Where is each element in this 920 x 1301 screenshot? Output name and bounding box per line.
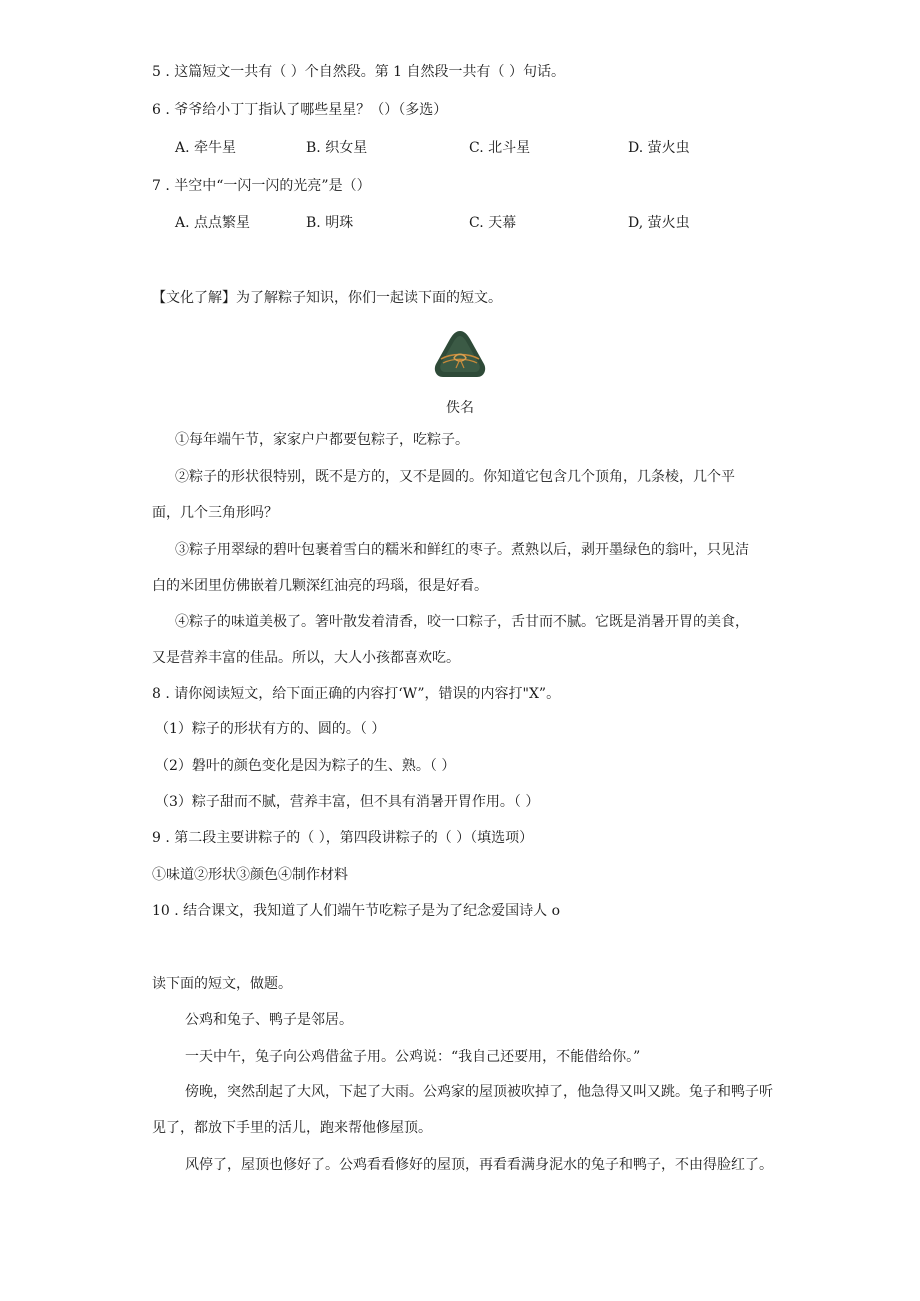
culture-paragraph-3-line-2: 白的米团里仿佛嵌着几颗深红油亮的玛瑙，很是好看。 bbox=[152, 578, 488, 594]
culture-paragraph-4-line-1: ④粽子的味道美极了。箸叶散发着清香，咬一口粽子，舌甘而不腻。它既是消暑开胃的美食， bbox=[175, 614, 749, 630]
question-7-option-c: C. 天幕 bbox=[469, 215, 517, 231]
question-8-stem: 8 . 请你阅读短文，给下面正确的内容打‘W”，错误的内容打"X”。 bbox=[152, 686, 561, 702]
story-line-2: 一天中午，兔子向公鸡借盆子用。公鸡说：“我自己还要用，不能借给你。” bbox=[185, 1049, 641, 1065]
question-8-item-3: （3）粽子甜而不腻，营养丰富，但不具有消暑开胃作用。（ ） bbox=[155, 794, 540, 810]
question-7-option-a: A. 点点繁星 bbox=[175, 215, 251, 231]
question-9-stem: 9 . 第二段主要讲粽子的（ ），第四段讲粽子的（ ）（填选项） bbox=[152, 830, 534, 846]
question-8-item-1: （1）粽子的形状有方的、圆的。（ ） bbox=[155, 721, 386, 737]
story-intro: 读下面的短文，做题。 bbox=[152, 976, 292, 992]
question-6-option-b: B. 织女星 bbox=[306, 140, 368, 156]
question-10: 10 . 结合课文，我知道了人们端午节吃粽子是为了纪念爱国诗人 o bbox=[152, 903, 561, 919]
culture-author: 佚名 bbox=[446, 400, 474, 416]
question-5: 5 . 这篇短文一共有（ ）个自然段。第 1 自然段一共有（ ）句话。 bbox=[152, 64, 565, 80]
culture-paragraph-1: ①每年端午节，家家户户都要包粽子，吃粽子。 bbox=[175, 432, 469, 448]
question-7-option-d: D, 萤火虫 bbox=[628, 215, 690, 231]
culture-intro: 【文化了解】为了解粽子知识，你们一起读下面的短文。 bbox=[152, 290, 502, 306]
question-6-option-d: D. 萤火虫 bbox=[628, 140, 690, 156]
culture-paragraph-2-line-1: ②粽子的形状很特别，既不是方的，又不是圆的。你知道它包含几个顶角，几条棱，几个平 bbox=[175, 469, 735, 485]
story-line-4: 见了，都放下手里的活儿，跑来帮他修屋顶。 bbox=[152, 1120, 432, 1136]
question-6-option-c: C. 北斗星 bbox=[469, 140, 531, 156]
question-6-stem: 6 . 爷爷给小丁丁指认了哪些星星？（）（多选） bbox=[152, 102, 448, 118]
culture-paragraph-3-line-1: ③粽子用翠绿的碧叶包裹着雪白的糯米和鲜红的枣子。煮熟以后，剥开墨绿色的翁叶，只见洁 bbox=[175, 542, 749, 558]
zongzi-image bbox=[431, 328, 489, 380]
culture-paragraph-4-line-2: 又是营养丰富的佳品。所以，大人小孩都喜欢吃。 bbox=[152, 650, 460, 666]
question-9-choices: ①味道②形状③颜色④制作材料 bbox=[152, 867, 348, 883]
question-6-option-a: A. 牵牛星 bbox=[175, 140, 237, 156]
story-line-1: 公鸡和兔子、鸭子是邻居。 bbox=[185, 1012, 353, 1028]
story-line-3: 傍晚，突然刮起了大风，下起了大雨。公鸡家的屋顶被吹掉了，他急得又叫又跳。兔子和鸭子听 bbox=[185, 1084, 773, 1100]
question-7-stem: 7 . 半空中“一闪一闪的光亮”是（） bbox=[152, 178, 371, 194]
culture-paragraph-2-line-2: 面，几个三角形吗？ bbox=[152, 505, 278, 521]
question-7-option-b: B. 明珠 bbox=[306, 215, 354, 231]
question-8-item-2: （2）磐叶的颜色变化是因为粽子的生、熟。（ ） bbox=[155, 758, 456, 774]
story-line-5: 风停了，屋顶也修好了。公鸡看看修好的屋顶，再看看满身泥水的兔子和鸭子，不由得脸红了。 bbox=[185, 1157, 773, 1173]
